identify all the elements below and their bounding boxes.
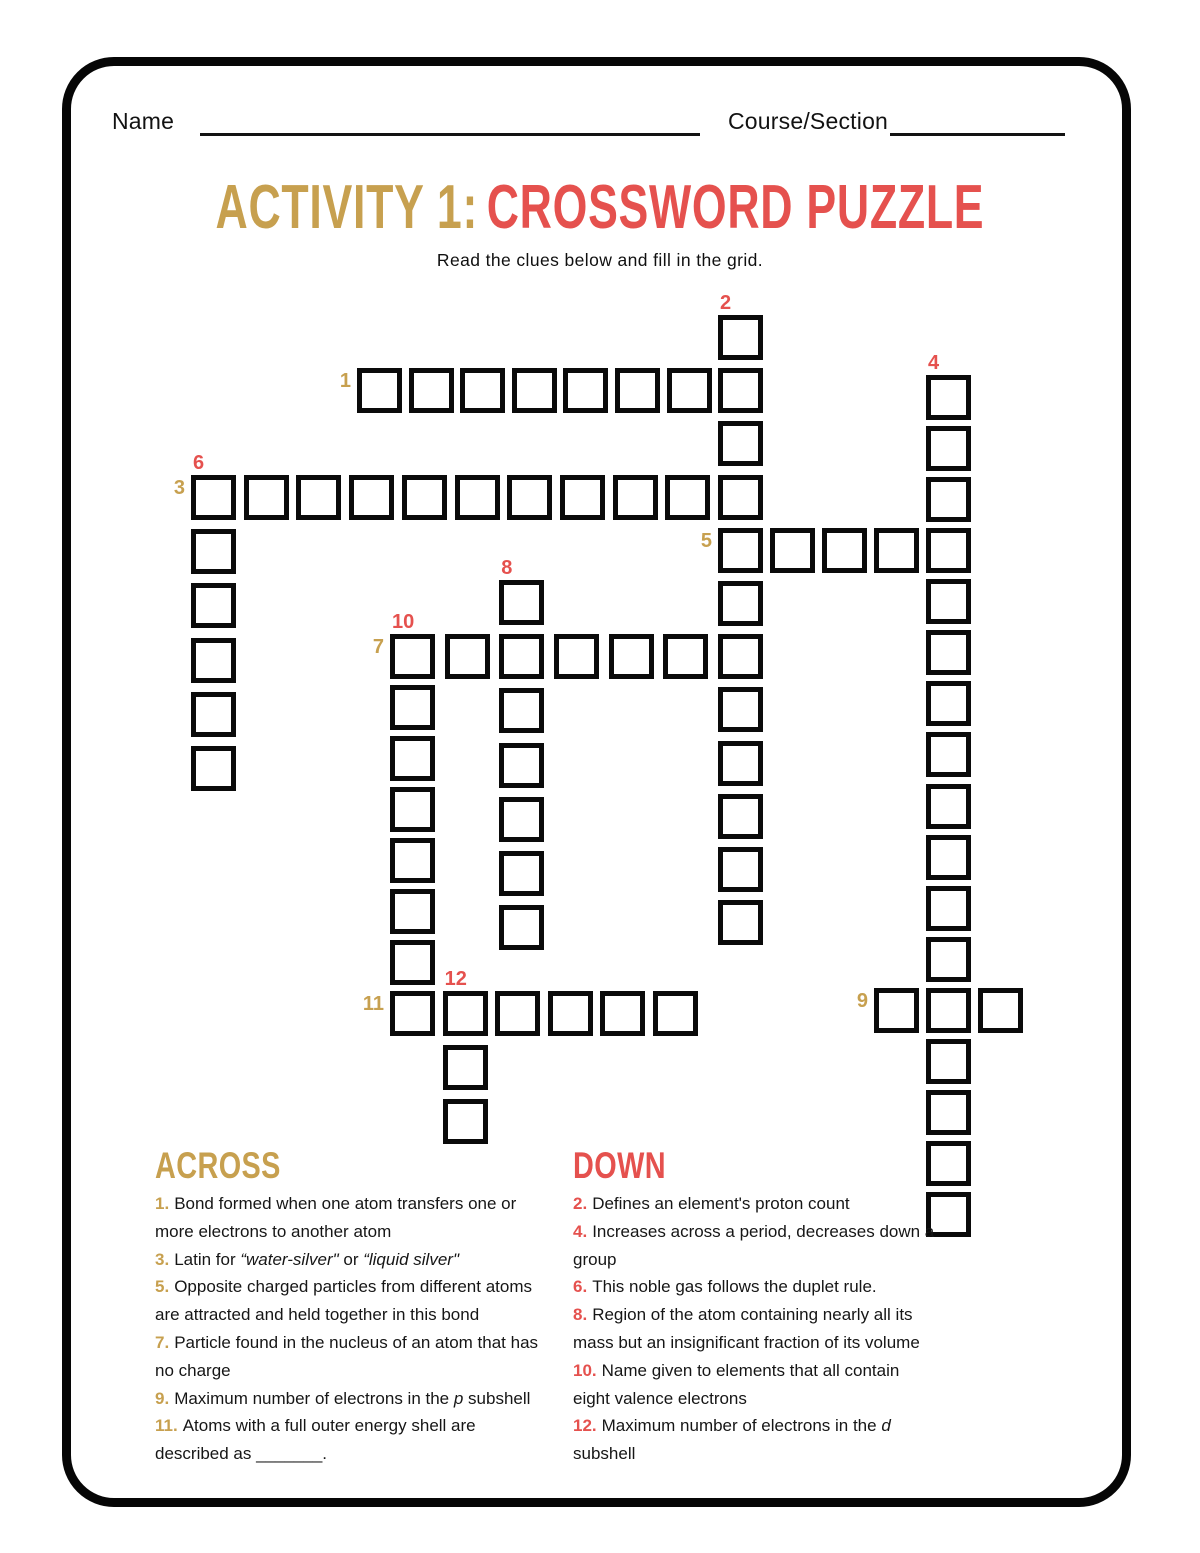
- clue-text: or: [338, 1249, 364, 1269]
- clue-12-line: [573, 1412, 1043, 1440]
- clue-text: no charge: [155, 1360, 231, 1380]
- grid-cell[interactable]: [499, 634, 544, 679]
- grid-cell[interactable]: [874, 528, 919, 573]
- grid-cell[interactable]: [718, 368, 763, 413]
- clue-text: subshell: [463, 1388, 531, 1408]
- across-header: ACROSS: [155, 1145, 281, 1186]
- grid-cell[interactable]: [665, 475, 710, 520]
- activity-title: [0, 172, 1200, 243]
- grid-cell[interactable]: [926, 630, 971, 675]
- grid-cell[interactable]: [926, 1039, 971, 1084]
- clue-list-number: 6.: [573, 1277, 588, 1297]
- clue-number-1-across: 1: [339, 370, 351, 392]
- clue-text: Bond formed when one atom transfers one or: [174, 1194, 517, 1213]
- clue-italic-text: “liquid silver": [363, 1249, 459, 1269]
- clue-text: Name given to elements that all contain: [601, 1360, 900, 1380]
- title-crossword-part: CROSSWORD PUZZLE: [486, 173, 985, 242]
- grid-cell[interactable]: [718, 475, 763, 520]
- grid-cell[interactable]: [770, 528, 815, 573]
- grid-cell[interactable]: [499, 688, 544, 733]
- grid-cell[interactable]: [718, 315, 763, 360]
- grid-cell[interactable]: [926, 732, 971, 777]
- clue-list-number: 3.: [155, 1249, 170, 1269]
- clue-list-number: 11.: [155, 1416, 178, 1436]
- grid-cell[interactable]: [653, 991, 698, 1036]
- grid-cell[interactable]: [563, 368, 608, 413]
- grid-cell[interactable]: [191, 529, 236, 574]
- grid-cell[interactable]: [926, 784, 971, 829]
- grid-cell[interactable]: [926, 886, 971, 931]
- grid-cell[interactable]: [718, 847, 763, 892]
- clue-number-10-down: 10: [392, 611, 415, 634]
- grid-cell[interactable]: [663, 634, 708, 679]
- clue-4-line: [573, 1218, 1043, 1246]
- clue-11-line: [155, 1412, 625, 1440]
- grid-cell[interactable]: [499, 851, 544, 896]
- clue-text: eight valence electrons: [573, 1388, 747, 1408]
- clue-10-line: [573, 1357, 1043, 1385]
- clue-text: Increases across a period, decreases down a: [592, 1221, 935, 1241]
- clue-1-line: [155, 1218, 625, 1246]
- clue-7-line: [155, 1329, 625, 1357]
- clue-9-line: [155, 1385, 625, 1413]
- grid-cell[interactable]: [357, 368, 402, 413]
- clue-italic-text: “water-silver": [240, 1249, 339, 1269]
- title-activity-part: ACTIVITY 1:: [215, 173, 479, 242]
- clue-list-number: 4.: [573, 1221, 588, 1241]
- grid-cell[interactable]: [560, 475, 605, 520]
- grid-cell[interactable]: [926, 375, 971, 420]
- clue-italic-text: p: [453, 1388, 464, 1408]
- clue-number-2-down: 2: [720, 292, 732, 314]
- grid-cell[interactable]: [390, 736, 435, 781]
- clue-text: group: [573, 1249, 617, 1269]
- grid-cell[interactable]: [244, 475, 289, 520]
- grid-cell[interactable]: [191, 638, 236, 683]
- clue-text: Maximum number of electrons in the: [174, 1388, 454, 1408]
- clue-7-line: [155, 1357, 625, 1385]
- clue-list-number: 9.: [155, 1388, 170, 1408]
- grid-cell[interactable]: [507, 475, 552, 520]
- grid-cell[interactable]: [390, 787, 435, 832]
- clue-number-11-across: 11: [362, 993, 384, 1015]
- clue-text: Maximum number of electrons in the: [601, 1416, 882, 1436]
- grid-cell[interactable]: [926, 579, 971, 624]
- grid-cell[interactable]: [495, 991, 540, 1036]
- across-clue-list: [155, 1190, 625, 1468]
- grid-cell[interactable]: [499, 905, 544, 950]
- grid-cell[interactable]: [613, 475, 658, 520]
- clue-text: described as _______.: [155, 1444, 328, 1464]
- grid-cell[interactable]: [548, 991, 593, 1036]
- clue-number-6-down: 6: [193, 451, 205, 474]
- clue-11-line: [155, 1440, 625, 1468]
- grid-cell[interactable]: [390, 940, 435, 985]
- grid-cell[interactable]: [718, 687, 763, 732]
- clue-6-line: [573, 1273, 1043, 1301]
- grid-cell[interactable]: [499, 797, 544, 842]
- clue-5-line: [155, 1273, 625, 1301]
- clue-list-number: 12.: [573, 1416, 597, 1436]
- grid-cell[interactable]: [390, 991, 435, 1036]
- clue-italic-text: d: [881, 1416, 891, 1436]
- grid-cell[interactable]: [718, 741, 763, 786]
- clue-10-line: [573, 1385, 1043, 1413]
- clue-text: Particle found in the nucleus of an atom that has: [174, 1332, 539, 1352]
- grid-cell[interactable]: [390, 889, 435, 934]
- grid-cell[interactable]: [718, 794, 763, 839]
- clue-text: Region of the atom containing nearly all its: [592, 1305, 913, 1325]
- grid-cell[interactable]: [460, 368, 505, 413]
- grid-cell[interactable]: [191, 583, 236, 628]
- grid-cell[interactable]: [926, 1141, 971, 1186]
- name-label: Name: [112, 108, 175, 134]
- name-field-line[interactable]: [200, 133, 700, 136]
- grid-cell[interactable]: [191, 475, 236, 520]
- grid-cell[interactable]: [615, 368, 660, 413]
- grid-cell[interactable]: [926, 681, 971, 726]
- subtitle: Read the clues below and fill in the grid.: [436, 250, 764, 270]
- clue-4-line: [573, 1246, 1043, 1274]
- grid-cell[interactable]: [512, 368, 557, 413]
- clue-12-line: [573, 1440, 1043, 1468]
- clue-number-8-down: 8: [501, 557, 513, 579]
- grid-cell[interactable]: [926, 988, 971, 1033]
- clue-list-number: 8.: [573, 1305, 588, 1325]
- clue-list-number: 5.: [155, 1277, 170, 1297]
- clue-8-line: [573, 1329, 1043, 1357]
- course-section-label: Course/Section: [728, 108, 889, 134]
- clue-number-12-down: 12: [444, 968, 467, 990]
- clue-number-5-across: 5: [700, 529, 712, 552]
- clue-3-line: [155, 1246, 625, 1274]
- grid-cell[interactable]: [443, 1099, 488, 1144]
- grid-cell[interactable]: [978, 988, 1023, 1033]
- clue-number-3-across: 3: [173, 476, 185, 499]
- clue-text: more electrons to another atom: [155, 1221, 392, 1241]
- grid-cell[interactable]: [554, 634, 599, 679]
- grid-cell[interactable]: [718, 528, 763, 573]
- grid-cell[interactable]: [718, 900, 763, 945]
- grid-cell[interactable]: [926, 1090, 971, 1135]
- grid-cell[interactable]: [926, 937, 971, 982]
- clue-8-line: [573, 1301, 1043, 1329]
- clue-list-number: 7.: [155, 1332, 170, 1352]
- grid-cell[interactable]: [390, 685, 435, 730]
- clue-5-line: [155, 1301, 625, 1329]
- clue-text: Opposite charged particles from different atoms: [174, 1277, 532, 1297]
- grid-cell[interactable]: [718, 581, 763, 626]
- clue-text: mass but an insignificant fraction of its volume: [573, 1332, 920, 1352]
- clue-list-number: 1.: [155, 1194, 170, 1213]
- clue-text: Defines an element's proton count: [592, 1194, 850, 1213]
- clue-number-7-across: 7: [372, 636, 384, 659]
- grid-cell[interactable]: [926, 477, 971, 522]
- grid-cell[interactable]: [455, 475, 500, 520]
- clue-number-9-across: 9: [856, 989, 868, 1012]
- grid-cell[interactable]: [926, 426, 971, 471]
- grid-cell[interactable]: [390, 838, 435, 883]
- grid-cell[interactable]: [600, 991, 645, 1036]
- clue-text: Atoms with a full outer energy shell are: [182, 1416, 476, 1436]
- grid-cell[interactable]: [926, 528, 971, 573]
- down-clue-list: [573, 1190, 1043, 1468]
- grid-cell[interactable]: [191, 692, 236, 737]
- grid-cell[interactable]: [443, 991, 488, 1036]
- grid-cell[interactable]: [191, 746, 236, 791]
- grid-cell[interactable]: [296, 475, 341, 520]
- grid-cell[interactable]: [718, 634, 763, 679]
- clue-list-number: 10.: [573, 1360, 597, 1380]
- grid-cell[interactable]: [667, 368, 712, 413]
- grid-cell[interactable]: [499, 580, 544, 625]
- clue-list-number: 2.: [573, 1194, 588, 1213]
- down-header: DOWN: [573, 1145, 666, 1186]
- grid-cell[interactable]: [926, 835, 971, 880]
- grid-cell[interactable]: [499, 743, 544, 788]
- clue-number-4-down: 4: [928, 352, 940, 374]
- clue-text: This noble gas follows the duplet rule.: [592, 1277, 877, 1297]
- clue-2-line: [573, 1190, 1043, 1218]
- grid-cell[interactable]: [390, 634, 435, 679]
- clue-text: subshell: [573, 1444, 636, 1464]
- clue-text: Latin for: [174, 1249, 241, 1269]
- grid-cell[interactable]: [718, 421, 763, 466]
- grid-cell[interactable]: [822, 528, 867, 573]
- grid-cell[interactable]: [609, 634, 654, 679]
- grid-cell[interactable]: [874, 988, 919, 1033]
- grid-cell[interactable]: [409, 368, 454, 413]
- grid-cell[interactable]: [445, 634, 490, 679]
- grid-cell[interactable]: [349, 475, 394, 520]
- grid-cell[interactable]: [402, 475, 447, 520]
- course-field-line[interactable]: [890, 133, 1065, 136]
- clue-text: are attracted and held together in this bond: [155, 1305, 480, 1325]
- clue-1-line: [155, 1190, 625, 1218]
- grid-cell[interactable]: [443, 1045, 488, 1090]
